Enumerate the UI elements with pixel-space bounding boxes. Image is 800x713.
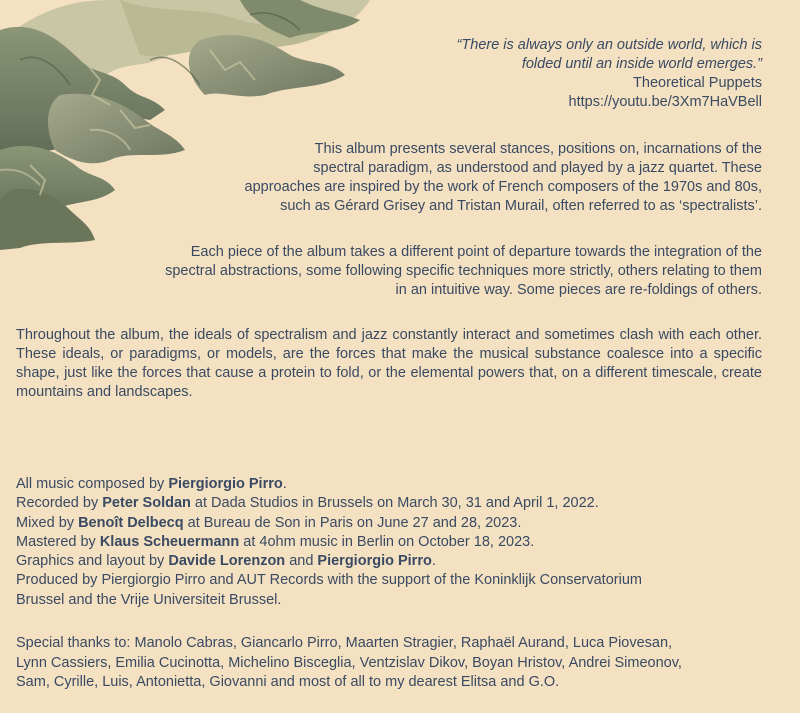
credit-composed: All music composed by Piergiorgio Pirro.: [16, 476, 287, 492]
paragraph-line: spectral paradigm, as understood and played by a jazz quartet. These: [313, 160, 762, 176]
paragraph-line: approaches are inspired by the work of French composers of the 1970s and 80s,: [244, 179, 762, 195]
paragraph-line: in an intuitive way. Some pieces are re-foldings of others.: [395, 282, 762, 298]
special-thanks: [16, 634, 776, 693]
quote-line-1: “There is always only an outside world, which is: [456, 37, 762, 53]
approach-paragraph: [2, 243, 762, 300]
credits-block: [16, 475, 776, 610]
paragraph-line: Each piece of the album takes a different point of departure towards the integration of the: [190, 244, 762, 260]
quote-source: Theoretical Puppets: [633, 75, 762, 91]
thanks-line: Sam, Cyrille, Luis, Antonietta, Giovanni and most of all to my dearest Elitsa and G.O.: [16, 674, 560, 690]
credit-produced-cont: Brussel and the Vrije Universiteit Brussel.: [16, 591, 282, 608]
epigraph-quote: [457, 36, 762, 112]
ideals-paragraph: Throughout the album, the ideals of spectralism and jazz constantly interact and sometimes clash with each other. These ideals, or paradigms, or models, are the forces that make the musical substance coalesce into a specific shape, just like the forces that cause a protein to fold, or the elemental powers that, on a different timescale, create mountains and landscapes.: [16, 327, 762, 400]
credit-mixed: Mixed by Benoît Delbecq at Bureau de Son in Paris on June 27 and 28, 2023.: [16, 514, 522, 531]
credit-mastered: Mastered by Klaus Scheuermann at 4ohm music in Berlin on October 18, 2023.: [16, 533, 535, 550]
paragraph-line: spectral abstractions, some following specific techniques more strictly, others relating to them: [165, 263, 762, 279]
quote-line-2: folded until an inside world emerges.”: [521, 56, 762, 72]
credit-graphics: Graphics and layout by Davide Lorenzon and Piergiorgio Pirro.: [16, 553, 436, 570]
paragraph-line: This album presents several stances, positions on, incarnations of the: [314, 141, 762, 157]
intro-paragraph: [142, 140, 762, 216]
credit-recorded: Recorded by Peter Soldan at Dada Studios in Brussels on March 30, 31 and April 1, 2022.: [16, 495, 599, 512]
thanks-line: Special thanks to: Manolo Cabras, Giancarlo Pirro, Maarten Stragier, Raphaël Aurand, Luca Piovesan,: [16, 635, 673, 651]
thanks-line: Lynn Cassiers, Emilia Cucinotta, Michelino Bisceglia, Ventzislav Dikov, Boyan Hristov, Andrei Simeonov,: [16, 654, 682, 671]
credit-produced: Produced by Piergiorgio Pirro and AUT Records with the support of the Koninklijk Conservatorium: [16, 572, 642, 589]
paragraph-line: such as Gérard Grisey and Tristan Murail, often referred to as ‘spectralists’.: [280, 198, 762, 214]
quote-url: https://youtu.be/3Xm7HaVBell: [568, 94, 762, 110]
